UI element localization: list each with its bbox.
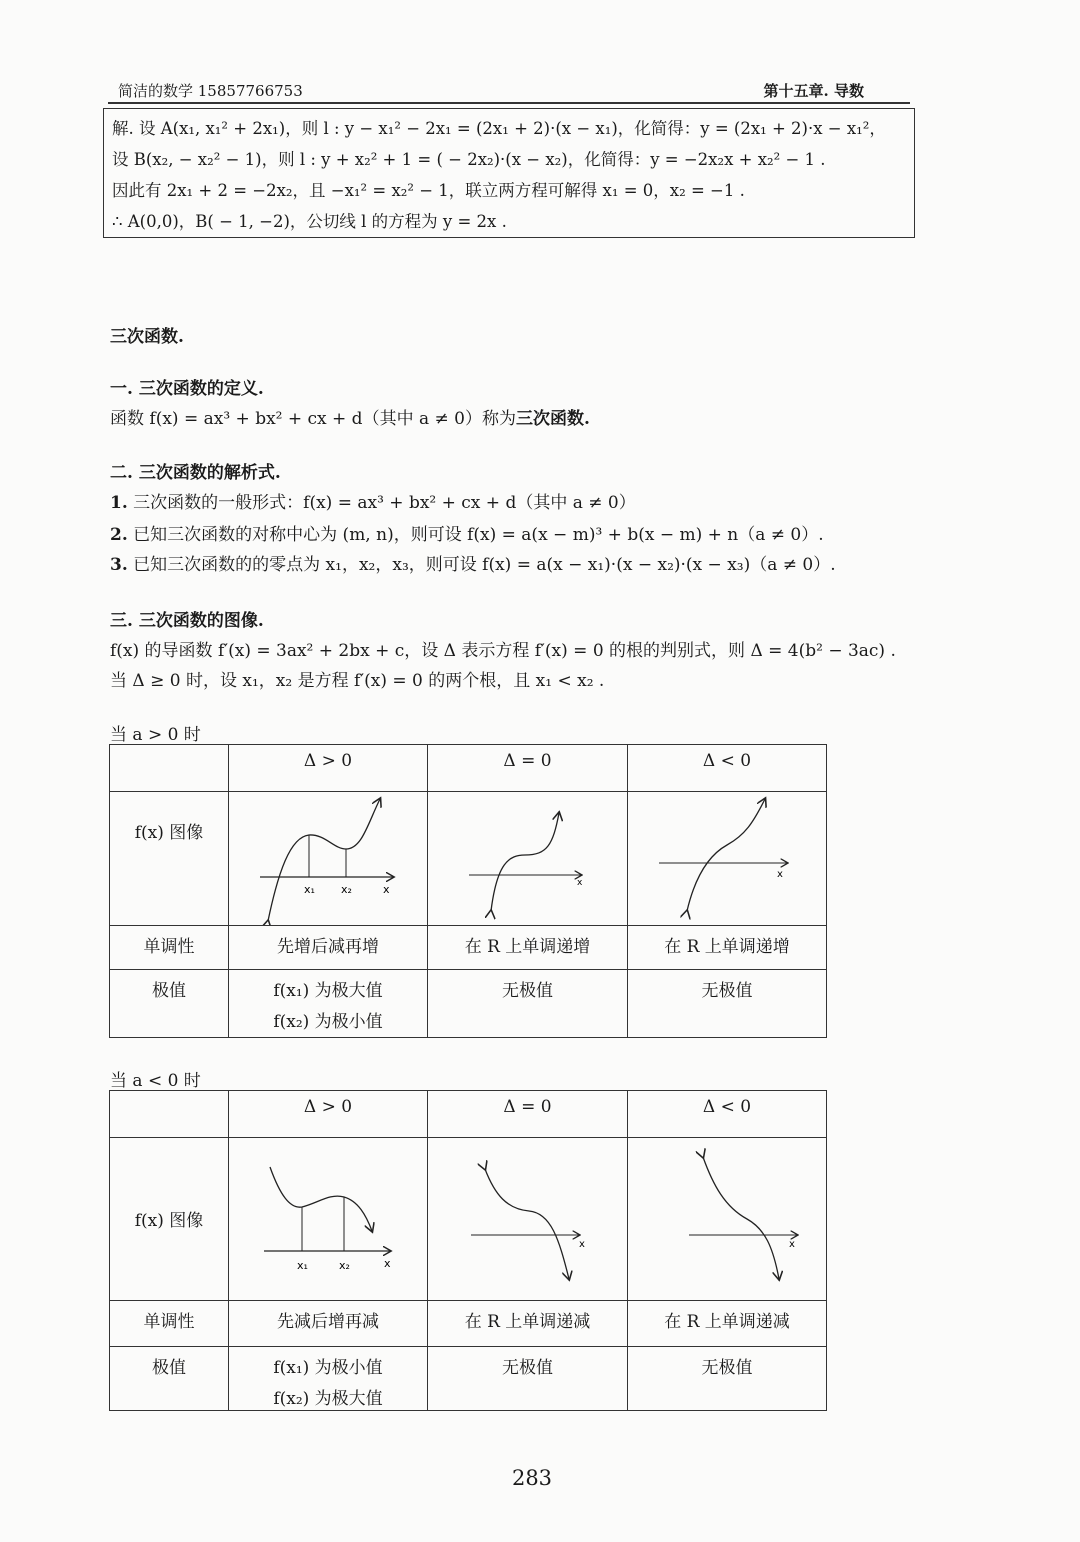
col-header-delta-zero: Δ = 0 xyxy=(428,745,628,792)
s2-item-3-text: 已知三次函数的的零点为 x₁，x₂，x₃，则可设 f(x) = a(x − x₁)·(x − x₂)·(x − x₃)（a ≠ 0）. xyxy=(133,555,836,575)
label-x1: x₁ xyxy=(296,1259,308,1272)
ext-cell: 无极值 xyxy=(628,1347,827,1411)
ext-cell: 无极值 xyxy=(428,970,628,1038)
header-left: 简洁的数学 15857766753 xyxy=(118,82,303,100)
graph-inc-one-root xyxy=(429,793,627,925)
s2-item-1-num: 1. xyxy=(110,493,128,513)
graph-cell xyxy=(229,1138,428,1301)
label-x: x xyxy=(776,868,783,880)
header-empty-cell xyxy=(110,1091,229,1138)
solution-box xyxy=(103,108,915,238)
label-x: x xyxy=(383,1257,391,1270)
ext-cell xyxy=(229,1347,428,1411)
graph-cell xyxy=(628,792,827,926)
label-x2: x₂ xyxy=(338,1259,350,1272)
s2-item-1-text: 三次函数的一般形式：f(x) = ax³ + bx² + cx + d（其中 a ≠ 0） xyxy=(133,493,636,513)
s2-heading: 二. 三次函数的解析式. xyxy=(110,463,281,483)
ext-cell: 无极值 xyxy=(628,970,827,1038)
s2-item-3-num: 3. xyxy=(110,555,128,575)
ext-max: f(x₂) 为极大值 xyxy=(273,1389,383,1409)
solution-line-3: 因此有 2x₁ + 2 = −2x₂，且 −x₁² = x₂² − 1，联立两方程可解得 x₁ = 0，x₂ = −1 . xyxy=(112,181,745,200)
row-label-graph: f(x) 图像 xyxy=(110,1138,229,1301)
table-a-negative xyxy=(109,1090,827,1411)
graph-dec-no-root xyxy=(629,1139,826,1299)
row-label-ext: 极值 xyxy=(110,970,229,1038)
ext-max: f(x₁) 为极大值 xyxy=(273,981,383,1001)
row-label-graph: f(x) 图像 xyxy=(110,792,229,926)
s1-heading: 一. 三次函数的定义. xyxy=(110,379,264,399)
solution-line-1: 解. 设 A(x₁, x₁² + 2x₁)，则 l : y − x₁² − 2x₁ = (2x₁ + 2)·(x − x₁)，化简得：y = (2x₁ + 2)·x − x₁²， xyxy=(112,119,886,138)
ext-min: f(x₁) 为极小值 xyxy=(273,1358,383,1378)
s2-item-2 xyxy=(110,520,824,545)
col-header-delta-pos: Δ > 0 xyxy=(229,1091,428,1138)
s1-definition xyxy=(110,404,590,429)
mono-cell: 先减后增再减 xyxy=(229,1301,428,1347)
graph-cell xyxy=(628,1138,827,1301)
solution-line-2: 设 B(x₂, − x₂² − 1)，则 l : y + x₂² + 1 = ( − 2x₂)·(x − x₂)，化简得：y = −2x₂x + x₂² − 1 . xyxy=(112,150,826,169)
ext-cell: 无极值 xyxy=(428,1347,628,1411)
label-x: x xyxy=(382,882,390,896)
header-right: 第十五章. 导数 xyxy=(763,82,864,100)
ext-min: f(x₂) 为极小值 xyxy=(273,1012,383,1032)
col-header-delta-zero: Δ = 0 xyxy=(428,1091,628,1138)
graph-cell xyxy=(428,1138,628,1301)
ext-cell xyxy=(229,970,428,1038)
header-rule xyxy=(108,102,910,104)
s2-item-1 xyxy=(110,488,636,513)
mono-cell: 在 R 上单调递减 xyxy=(428,1301,628,1347)
row-label-ext: 极值 xyxy=(110,1347,229,1411)
graph-dec-two-roots xyxy=(230,1139,427,1299)
graph-inc-two-roots xyxy=(230,793,427,925)
table-pos-caption: 当 a > 0 时 xyxy=(110,725,201,745)
mono-cell: 先增后减再增 xyxy=(229,926,428,970)
mono-cell: 在 R 上单调递增 xyxy=(628,926,827,970)
s2-item-2-text: 已知三次函数的对称中心为 (m, n)，则可设 f(x) = a(x − m)³ + b(x − m) + n（a ≠ 0）. xyxy=(133,525,824,545)
table-neg-caption: 当 a < 0 时 xyxy=(110,1071,201,1091)
mono-cell: 在 R 上单调递减 xyxy=(628,1301,827,1347)
label-x: x xyxy=(576,877,582,888)
page-number: 283 xyxy=(511,1466,553,1490)
mono-cell: 在 R 上单调递增 xyxy=(428,926,628,970)
label-x: x xyxy=(578,1239,585,1250)
s3-line-1: f(x) 的导函数 f′(x) = 3ax² + 2bx + c，设 Δ 表示方程 f′(x) = 0 的根的判别式，则 Δ = 4(b² − 3ac) . xyxy=(110,641,896,661)
header-empty-cell xyxy=(110,745,229,792)
s3-heading: 三. 三次函数的图像. xyxy=(110,611,264,631)
col-header-delta-neg: Δ < 0 xyxy=(628,745,827,792)
s2-item-2-num: 2. xyxy=(110,525,128,545)
graph-cell xyxy=(428,792,628,926)
label-x1: x₁ xyxy=(303,882,315,896)
s1-text: 函数 f(x) = ax³ + bx² + cx + d（其中 a ≠ 0）称为 xyxy=(110,409,516,429)
s2-item-3 xyxy=(110,550,836,575)
label-x: x xyxy=(788,1239,795,1250)
row-label-mono: 单调性 xyxy=(110,926,229,970)
s1-term: 三次函数. xyxy=(515,409,590,429)
graph-cell xyxy=(229,792,428,926)
solution-line-4: ∴ A(0,0)，B( − 1, −2)，公切线 l 的方程为 y = 2x . xyxy=(112,212,507,231)
label-x2: x₂ xyxy=(340,882,352,896)
s3-line-2: 当 Δ ≥ 0 时，设 x₁，x₂ 是方程 f′(x) = 0 的两个根，且 x₁ < x₂ . xyxy=(110,671,605,691)
table-a-positive xyxy=(109,744,827,1038)
col-header-delta-neg: Δ < 0 xyxy=(628,1091,827,1138)
graph-dec-one-root xyxy=(429,1139,627,1299)
row-label-mono: 单调性 xyxy=(110,1301,229,1347)
section-title: 三次函数. xyxy=(110,327,184,347)
graph-inc-no-root xyxy=(629,793,826,925)
col-header-delta-pos: Δ > 0 xyxy=(229,745,428,792)
